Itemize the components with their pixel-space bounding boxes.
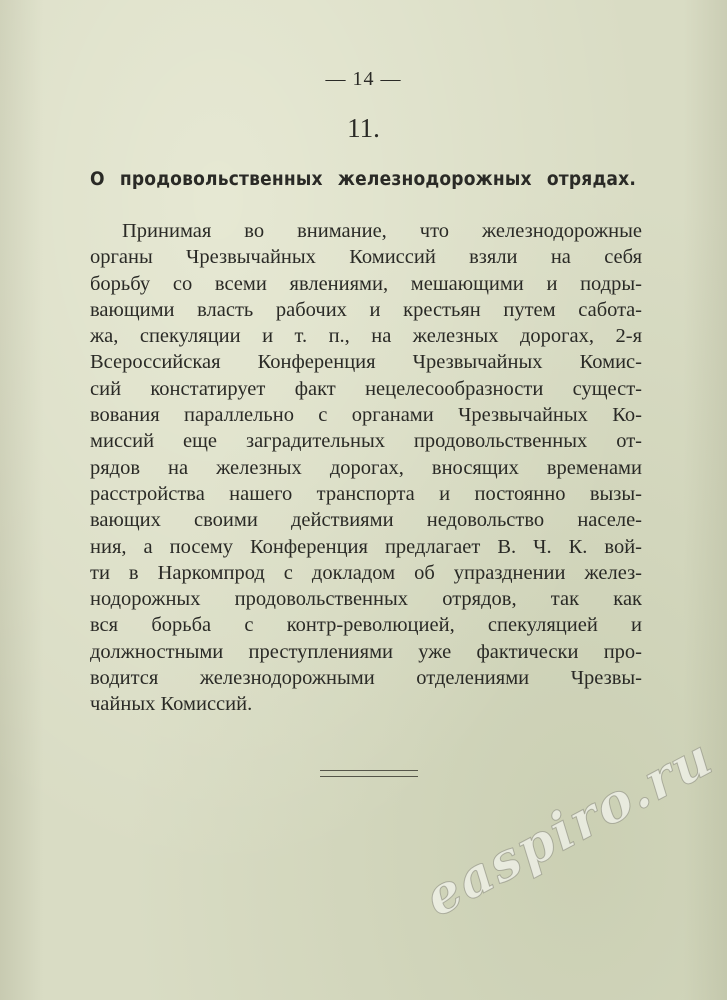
- section-heading: О продовольственных железнодорожных отрядах.: [90, 168, 637, 190]
- text-line: борьбу со всеми явлениями, мешающими и подры-: [90, 272, 642, 295]
- text-line: рядов на железных дорогах, вносящих временами: [90, 456, 642, 479]
- page-number: — 14 —: [325, 68, 402, 90]
- text-line: ния, а посему Конференция предлагает В. Ч. К. вой-: [90, 535, 642, 558]
- text-line: нодорожных продовольственных отрядов, так как: [90, 588, 642, 611]
- text-line: расстройства нашего транспорта и постоянно вызы-: [90, 482, 642, 505]
- text-line: миссий еще заградительных продовольственных от-: [90, 430, 642, 453]
- text-line: вования параллельно с органами Чрезвычайных Ко-: [90, 404, 642, 427]
- text-line: ти в Наркомпрод с докладом об упразднении желез-: [90, 561, 642, 584]
- text-line: жа, спекуляции и т. п., на железных дорогах, 2-я: [90, 325, 642, 348]
- text-line: сий констатирует факт нецелесообразности сущест-: [90, 377, 642, 400]
- text-line: органы Чрезвычайных Комиссий взяли на себя: [90, 246, 642, 269]
- text-line: чайных Комиссий.: [90, 693, 253, 716]
- text-line: Принимая во внимание, что железнодорожные: [122, 220, 642, 242]
- text-line: вающих своими действиями недовольство населе-: [90, 509, 642, 532]
- text-line: водится железнодорожными отделениями Чрезвы-: [90, 667, 642, 690]
- text-line: вающими власть рабочих и крестьян путем саботa-: [90, 298, 642, 321]
- watermark: easpiro.ru: [415, 726, 724, 929]
- section-divider: [320, 770, 418, 777]
- text-line: вся борьба с контр-революцией, спекуляцией и: [90, 614, 642, 637]
- text-line: Всероссийская Конференция Чрезвычайных Комис-: [90, 351, 642, 374]
- section-number: 11.: [347, 113, 380, 143]
- text-line: должностными преступлениями уже фактически про-: [90, 640, 642, 663]
- body-text: [90, 218, 642, 718]
